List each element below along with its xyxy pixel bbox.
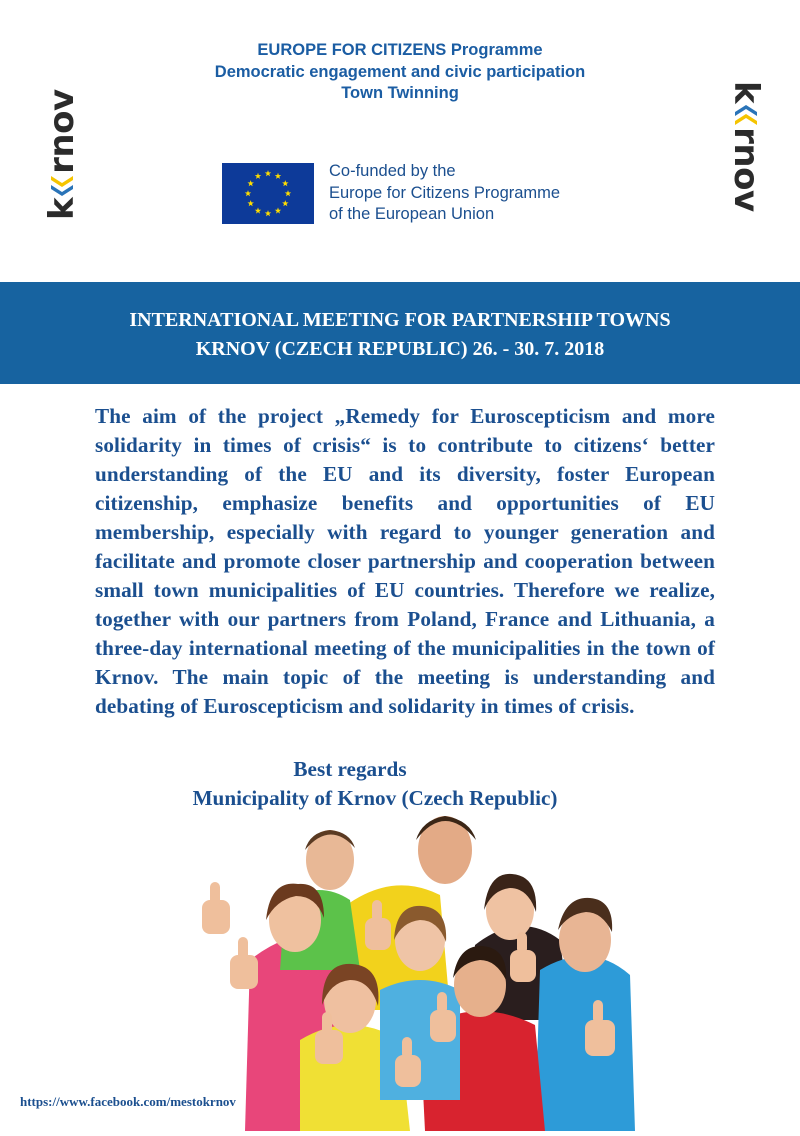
eu-star-icon — [282, 180, 288, 186]
signature-line: Municipality of Krnov (Czech Republic) — [192, 786, 558, 810]
eu-star-icon — [282, 200, 288, 206]
eu-star-icon — [255, 207, 261, 213]
eu-star-icon — [245, 190, 251, 196]
logo-chevrons-icon — [49, 175, 75, 197]
group-thumbs-up-photo — [190, 800, 650, 1131]
programme-title — [120, 40, 680, 105]
programme-line: Town Twinning — [341, 84, 459, 102]
eu-funding-line: of the European Union — [329, 205, 495, 223]
logo-letters: rnov — [42, 89, 82, 174]
eu-star-icon — [247, 200, 253, 206]
facebook-link[interactable]: https://www.facebook.com/mestokrnov — [20, 1094, 236, 1109]
eu-funding-line: Co-funded by the — [329, 162, 456, 180]
eu-star-icon — [265, 170, 271, 176]
krnov-logo-left — [43, 80, 81, 220]
project-description: The aim of the project „Remedy for Euroscepticism and more solidarity in times of crisis“ is to contribute to citizens‘ better understanding of the EU and its diversity, foster European citizenship, emphasize benefits and opportunities of EU membership, especially with regard to younger generation and facilitate and promote closer partnership and cooperation between small town municipalities of EU countries. Therefore we realize, together with our partners from Poland, France and Lithuania, a three-day international meeting of the municipalities in the town of Krnov. The main topic of the meeting is understanding and debating of Euroscepticism and solidarity in times of crisis. — [95, 404, 715, 718]
eu-funding-text — [329, 161, 560, 226]
eu-star-icon — [275, 207, 281, 213]
krnov-logo-right — [727, 81, 765, 221]
logo-letter: k — [726, 81, 766, 104]
logo-letters: rnov — [726, 127, 766, 212]
banner-title: INTERNATIONAL MEETING FOR PARTNERSHIP TOWNS — [129, 309, 671, 331]
logo-letter: k — [42, 197, 82, 220]
eu-star-icon — [285, 190, 291, 196]
eu-star-icon — [275, 173, 281, 179]
programme-line: EUROPE FOR CITIZENS Programme — [257, 41, 543, 59]
eu-star-icon — [247, 180, 253, 186]
event-banner — [0, 282, 800, 384]
programme-line: Democratic engagement and civic participation — [214, 62, 586, 81]
logo-chevrons-icon — [733, 104, 759, 126]
eu-funding-line: Europe for Citizens Programme — [329, 183, 561, 202]
eu-star-icon — [265, 210, 271, 216]
eu-flag-icon — [222, 163, 314, 224]
eu-star-icon — [255, 173, 261, 179]
regards-line: Best regards — [293, 757, 407, 781]
header — [0, 0, 800, 282]
banner-subtitle: KRNOV (CZECH REPUBLIC) 26. - 30. 7. 2018 — [195, 338, 605, 360]
